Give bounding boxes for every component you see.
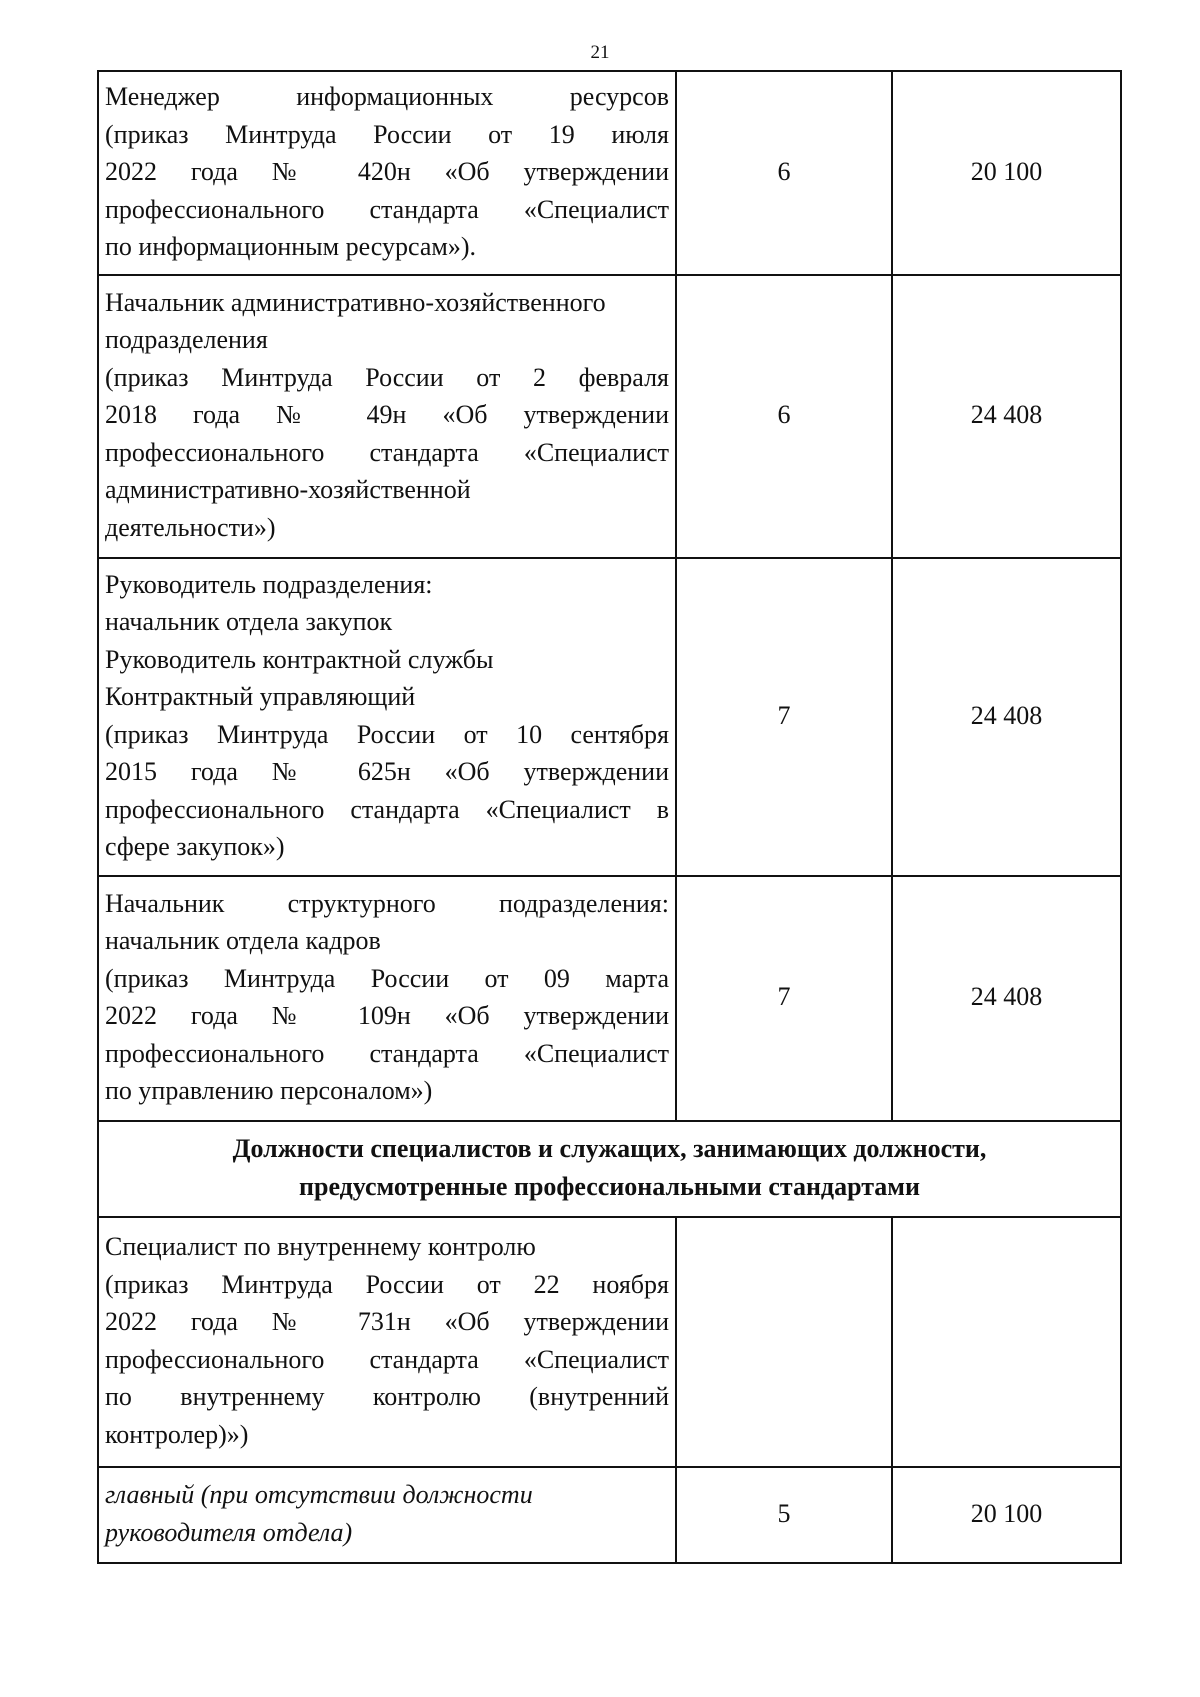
description-line: деятельности») <box>105 512 276 542</box>
table-row <box>98 1217 1121 1467</box>
qualification-level: 7 <box>676 876 892 1121</box>
description-line: (приказ Минтруда России от 22 ноября <box>105 1269 669 1299</box>
description-line: 2018 года № 49н «Об утверждении <box>105 400 669 430</box>
page-number: 21 <box>590 42 610 63</box>
description-line: по информационным ресурсам»). <box>105 232 476 261</box>
description-line: руководителя отдела) <box>105 1517 353 1547</box>
description-line: по управлению персоналом») <box>105 1076 433 1105</box>
description-line: сфере закупок») <box>105 832 285 861</box>
position-description <box>98 275 676 558</box>
description-line: (приказ Минтруда России от 2 февраля <box>105 362 669 392</box>
description-line: профессионального стандарта «Специалист <box>105 194 669 224</box>
description-line: контролер)») <box>105 1419 249 1449</box>
salary-value: 24 408 <box>892 558 1121 876</box>
table-row <box>98 876 1121 1121</box>
qualification-level: 6 <box>676 71 892 275</box>
description-line: подразделения <box>105 325 268 355</box>
positions-table <box>97 70 1122 1564</box>
position-description <box>98 1467 676 1563</box>
salary-value: 20 100 <box>892 1467 1121 1563</box>
table-row <box>98 1467 1121 1563</box>
description-line: Менеджер информационных ресурсов <box>105 82 669 111</box>
description-line: 2022 года № 731н «Об утверждении <box>105 1307 669 1336</box>
salary-value <box>892 1217 1121 1467</box>
table-row <box>98 71 1121 275</box>
table-row <box>98 558 1121 876</box>
description-line: 2022 года № 420н «Об утверждении <box>105 157 669 186</box>
section-heading-line: предусмотренные профессиональными стандартами <box>299 1171 920 1201</box>
position-description <box>98 876 676 1121</box>
qualification-level: 6 <box>676 275 892 558</box>
description-line: (приказ Минтруда России от 09 марта <box>105 963 669 993</box>
description-line: административно-хозяйственной <box>105 475 471 505</box>
position-description <box>98 1217 676 1467</box>
position-description <box>98 558 676 876</box>
section-heading <box>98 1121 1121 1217</box>
description-line: Специалист по внутреннему контролю <box>105 1232 536 1261</box>
description-line: 2015 года № 625н «Об утверждении <box>105 757 669 786</box>
description-line: Контрактный управляющий <box>105 682 416 711</box>
description-line: профессионального стандарта «Специалист в <box>105 794 669 824</box>
section-heading-row <box>98 1121 1121 1217</box>
salary-value: 24 408 <box>892 275 1121 558</box>
position-description <box>98 71 676 275</box>
qualification-level: 5 <box>676 1467 892 1563</box>
description-line: Руководитель контрактной службы <box>105 644 494 674</box>
description-line: профессионального стандарта «Специалист <box>105 437 669 467</box>
description-line: Начальник структурного подразделения: <box>105 888 669 918</box>
qualification-level: 7 <box>676 558 892 876</box>
description-line: (приказ Минтруда России от 10 сентября <box>105 719 669 749</box>
description-line: Руководитель подразделения: <box>105 569 433 599</box>
description-line: профессионального стандарта «Специалист <box>105 1344 669 1374</box>
description-line: по внутреннему контролю (внутренний <box>105 1382 669 1411</box>
description-line: (приказ Минтруда России от 19 июля <box>105 119 669 149</box>
salary-value: 24 408 <box>892 876 1121 1121</box>
description-line: Начальник административно-хозяйственного <box>105 287 606 317</box>
description-line: начальник отдела кадров <box>105 926 381 955</box>
description-line: 2022 года № 109н «Об утверждении <box>105 1001 669 1030</box>
description-line: главный (при отсутствии должности <box>105 1480 533 1509</box>
qualification-level <box>676 1217 892 1467</box>
section-heading-line: Должности специалистов и служащих, занимающих должности, <box>232 1134 987 1163</box>
table-row <box>98 275 1121 558</box>
description-line: профессионального стандарта «Специалист <box>105 1038 669 1068</box>
description-line: начальник отдела закупок <box>105 607 393 636</box>
salary-value: 20 100 <box>892 71 1121 275</box>
